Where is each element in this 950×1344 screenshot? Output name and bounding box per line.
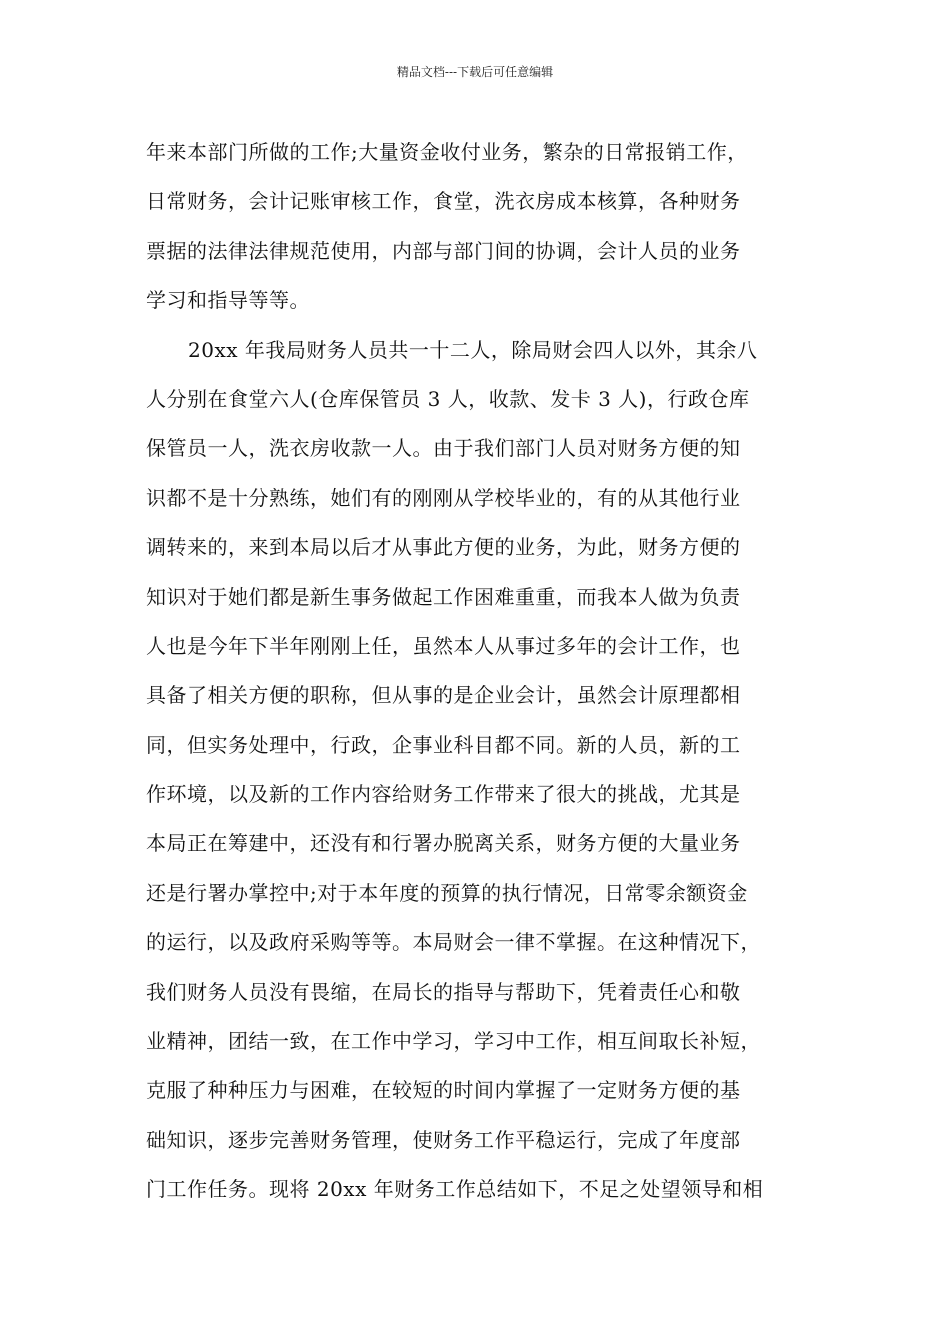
page-header: 精品文档---下载后可任意编辑 <box>396 65 554 79</box>
text-line: 调转来的，来到本局以后才从事此方便的业务，为此，财务方便的 <box>146 535 741 560</box>
document-body <box>146 128 826 1215</box>
text-line: 保管员一人，洗衣房收款一人。由于我们部门人员对财务方便的知 <box>146 436 741 461</box>
text-line: 作环境，以及新的工作内容给财务工作带来了很大的挑战，尤其是 <box>146 782 741 807</box>
text-line: 本局正在筹建中，还没有和行署办脱离关系，财务方便的大量业务 <box>146 831 741 856</box>
text-line: 年来本部门所做的工作;大量资金收付业务，繁杂的日常报销工作， <box>146 140 748 164</box>
text-line: 学习和指导等等。 <box>146 288 310 313</box>
paragraph-1 <box>146 128 826 326</box>
text-line: 础知识，逐步完善财务管理，使财务工作平稳运行，完成了年度部 <box>146 1127 741 1152</box>
text-line: 还是行署办掌控中;对于本年度的预算的执行情况，日常零余额资金 <box>146 880 748 905</box>
text-line: 具备了相关方便的职称，但从事的是企业会计，虽然会计原理都相 <box>146 683 741 708</box>
text-line: 知识对于她们都是新生事务做起工作困难重重，而我本人做为负责 <box>146 584 741 609</box>
text-line: 门工作任务。现将 20xx 年财务工作总结如下，不足之处望领导和相 <box>146 1177 764 1202</box>
text-line: 日常财务，会计记账审核工作，食堂，洗衣房成本核算，各种财务 <box>146 189 741 214</box>
text-line: 识都不是十分熟练，她们有的刚刚从学校毕业的，有的从其他行业 <box>146 485 741 510</box>
text-line: 我们财务人员没有畏缩，在局长的指导与帮助下，凭着责任心和敬 <box>146 979 741 1004</box>
text-line: 克服了种种压力与困难，在较短的时间内掌握了一定财务方便的基 <box>146 1078 741 1103</box>
text-line: 人也是今年下半年刚刚上任，虽然本人从事过多年的会计工作，也 <box>146 633 741 658</box>
text-line: 20xx 年我局财务人员共一十二人，除局财会四人以外，其余八 <box>188 337 758 362</box>
text-line: 业精神，团结一致，在工作中学习，学习中工作，相互间取长补短， <box>146 1029 761 1054</box>
text-line: 的运行，以及政府采购等等。本局财会一律不掌握。在这种情况下， <box>146 930 761 955</box>
text-line: 票据的法律法律规范使用，内部与部门间的协调，会计人员的业务 <box>146 238 741 263</box>
paragraph-2 <box>146 326 826 1215</box>
text-line: 人分别在食堂六人(仓库保管员 3 人，收款、发卡 3 人)，行政仓库 <box>146 386 750 411</box>
text-line: 同，但实务处理中，行政，企事业科目都不同。新的人员，新的工 <box>146 732 741 757</box>
